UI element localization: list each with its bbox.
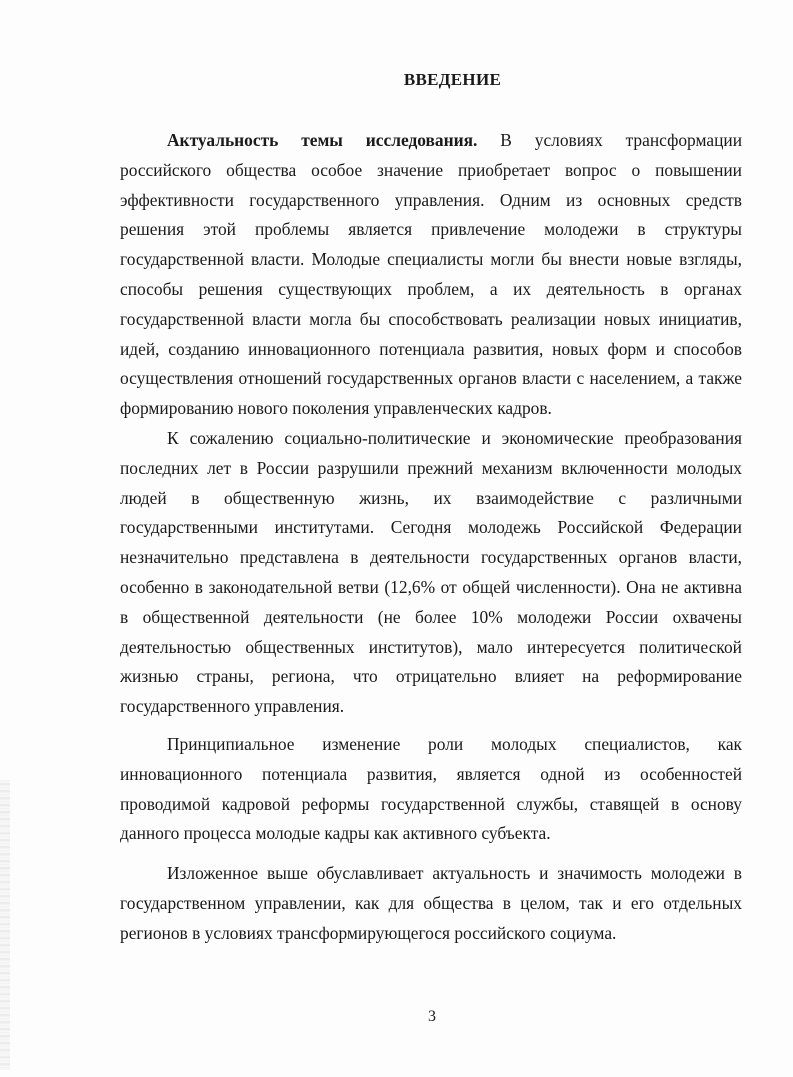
paragraph-1 [120,126,742,424]
paragraph-2: К сожалению социально-политические и экономические преобразования последних лет в России разрушили прежний механизм включенности молодых людей в общественную жизнь, их взаимодействие с различными государственными институтами. Сегодня молодежь Российской Федерации незначительно представлена в деятельности государственных органов власти, особенно в законодательной ветви (12,6% от общей численности). Она не активна в общественной деятельности (не более 10% молодежи России охвачены деятельностью общественных институтов), мало интересуется политической жизнью страны, региона, что отрицательно влияет на реформирование государственного управления. [120,427,742,717]
scan-edge-artifact [0,780,10,1070]
paragraph-4: Изложенное выше обуславливает актуальность и значимость молодежи в государственном управлении, как для общества в целом, так и его отдельных регионов в условиях трансформирующегося российского социума. [120,863,742,943]
paragraph-lead: Актуальность темы исследования. [167,130,478,150]
paragraph-text: В условиях трансформации российского общества особое значение приобретает вопрос о повышении эффективности государственного управления. Одним из основных средств решения этой проблемы является привлечение молодежи в структуры государственной власти. Молодые специалисты могли бы внести новые взгляды, способы решения существующих проблем, а их деятельность в органах государственной власти могла бы способствовать реализации новых инициатив, идей, созданию инновационного потенциала развития, новых форм и способов осуществления отношений государственных органов власти с населением, а также формированию нового поколения управленческих кадров. [120,130,742,419]
page-number: 3 [428,1008,436,1025]
page-title: ВВЕДЕНИЕ [403,70,502,89]
paragraph-3: Принципиальное изменение роли молодых специалистов, как инновационного потенциала развития, является одной из особенностей проводимой кадровой реформы государственной службы, ставящей в основу данного процесса молодые кадры как активного субъекта. [120,733,742,844]
body-text [120,126,742,949]
